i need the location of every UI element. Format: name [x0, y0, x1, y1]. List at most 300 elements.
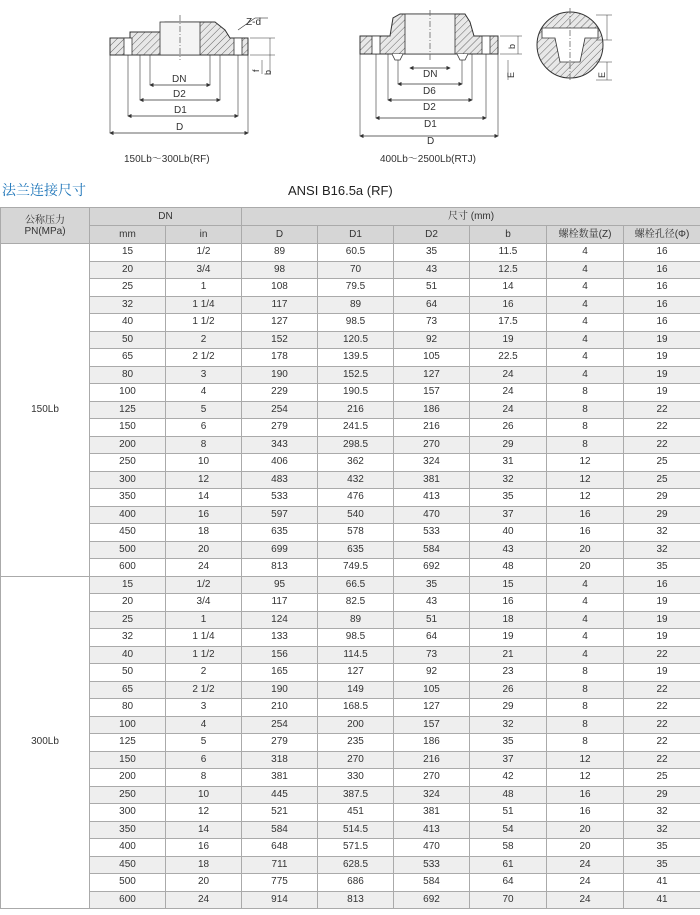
- cell-d2: 105: [394, 349, 470, 367]
- table-row: [1, 366, 700, 384]
- cell-bolt-count: 4: [547, 331, 624, 349]
- cell-dn-mm: 80: [90, 699, 166, 717]
- cell-d2: 324: [394, 454, 470, 472]
- cell-d2: 73: [394, 314, 470, 332]
- cell-dn-mm: 15: [90, 244, 166, 262]
- cell-d: 156: [242, 646, 318, 664]
- cell-d: 124: [242, 611, 318, 629]
- cell-bolt-hole: 22: [624, 401, 700, 419]
- cell-bolt-hole: 29: [624, 489, 700, 507]
- header-col-d1: D1: [318, 226, 394, 244]
- cell-bolt-count: 16: [547, 524, 624, 542]
- cell-b: 11.5: [470, 244, 547, 262]
- cell-d: 117: [242, 296, 318, 314]
- cell-dn-in: 5: [166, 734, 242, 752]
- cell-d2: 270: [394, 436, 470, 454]
- cell-d: 521: [242, 804, 318, 822]
- cell-d2: 64: [394, 629, 470, 647]
- cell-d2: 105: [394, 681, 470, 699]
- cell-dn-in: 6: [166, 419, 242, 437]
- cell-d2: 92: [394, 331, 470, 349]
- cell-dn-in: 6: [166, 751, 242, 769]
- cell-dn-in: 16: [166, 839, 242, 857]
- cell-d2: 692: [394, 891, 470, 909]
- cell-bolt-hole: 19: [624, 331, 700, 349]
- table-row: [1, 489, 700, 507]
- cell-d: 95: [242, 576, 318, 594]
- cell-b: 15: [470, 576, 547, 594]
- cell-dn-in: 2: [166, 664, 242, 682]
- cell-b: 14: [470, 279, 547, 297]
- header-col-d: D: [242, 226, 318, 244]
- cell-d: 533: [242, 489, 318, 507]
- cell-d: 318: [242, 751, 318, 769]
- cell-d1: 66.5: [318, 576, 394, 594]
- cell-b: 29: [470, 699, 547, 717]
- cell-d: 584: [242, 821, 318, 839]
- table-row: [1, 646, 700, 664]
- cell-bolt-hole: 16: [624, 261, 700, 279]
- cell-d2: 270: [394, 769, 470, 787]
- table-row: [1, 681, 700, 699]
- cell-bolt-hole: 22: [624, 436, 700, 454]
- rf-label-zd: Z-d: [246, 17, 261, 28]
- cell-bolt-count: 16: [547, 804, 624, 822]
- cell-bolt-hole: 22: [624, 751, 700, 769]
- cell-dn-in: 18: [166, 856, 242, 874]
- cell-bolt-hole: 25: [624, 454, 700, 472]
- cell-d1: 114.5: [318, 646, 394, 664]
- table-row: [1, 716, 700, 734]
- table-row: [1, 699, 700, 717]
- cell-dn-in: 12: [166, 471, 242, 489]
- cell-dn-mm: 32: [90, 296, 166, 314]
- cell-d: 133: [242, 629, 318, 647]
- cell-dn-in: 1 1/4: [166, 629, 242, 647]
- cell-bolt-count: 8: [547, 716, 624, 734]
- cell-dn-mm: 50: [90, 664, 166, 682]
- header-mm: mm: [90, 226, 166, 244]
- table-row: [1, 804, 700, 822]
- cell-d2: 127: [394, 699, 470, 717]
- cell-d: 445: [242, 786, 318, 804]
- rtj-label-d1: D1: [424, 119, 437, 130]
- cell-b: 58: [470, 839, 547, 857]
- table-row: [1, 541, 700, 559]
- cell-b: 23: [470, 664, 547, 682]
- cell-d1: 70: [318, 261, 394, 279]
- cell-d1: 432: [318, 471, 394, 489]
- cell-bolt-count: 12: [547, 769, 624, 787]
- cell-bolt-hole: 19: [624, 611, 700, 629]
- cell-d: 775: [242, 874, 318, 892]
- cell-dn-in: 1: [166, 611, 242, 629]
- cell-d1: 168.5: [318, 699, 394, 717]
- cell-b: 37: [470, 506, 547, 524]
- cell-dn-mm: 250: [90, 454, 166, 472]
- cell-d2: 216: [394, 419, 470, 437]
- cell-bolt-hole: 19: [624, 664, 700, 682]
- cell-dn-in: 1/2: [166, 576, 242, 594]
- cell-dn-in: 4: [166, 384, 242, 402]
- table-row: [1, 506, 700, 524]
- cell-d2: 157: [394, 716, 470, 734]
- cell-d2: 584: [394, 541, 470, 559]
- cell-dn-mm: 100: [90, 384, 166, 402]
- header-pn: 公称压力 PN(MPa): [1, 208, 90, 244]
- cell-dn-mm: 125: [90, 734, 166, 752]
- cell-dn-in: 1 1/2: [166, 646, 242, 664]
- cell-bolt-hole: 22: [624, 681, 700, 699]
- cell-d1: 216: [318, 401, 394, 419]
- rtj-label-dn: DN: [423, 69, 438, 80]
- cell-b: 16: [470, 594, 547, 612]
- cell-d: 254: [242, 716, 318, 734]
- cell-dn-mm: 450: [90, 524, 166, 542]
- header-col-bolt-hole: 螺栓孔径(Φ): [624, 226, 700, 244]
- rtj-label-d2: D2: [423, 102, 436, 113]
- cell-d1: 120.5: [318, 331, 394, 349]
- cell-bolt-count: 4: [547, 366, 624, 384]
- cell-dn-in: 1 1/2: [166, 314, 242, 332]
- cell-bolt-count: 12: [547, 751, 624, 769]
- cell-b: 26: [470, 419, 547, 437]
- cell-d1: 362: [318, 454, 394, 472]
- standard-title: ANSI B16.5a (RF): [288, 183, 393, 198]
- table-row: [1, 419, 700, 437]
- rtj-caption: 400Lb～2500Lb(RTJ): [380, 154, 476, 165]
- table-row: [1, 786, 700, 804]
- cell-bolt-hole: 32: [624, 804, 700, 822]
- cell-b: 42: [470, 769, 547, 787]
- cell-d1: 98.5: [318, 314, 394, 332]
- cell-bolt-count: 12: [547, 454, 624, 472]
- cell-d2: 157: [394, 384, 470, 402]
- cell-bolt-count: 8: [547, 384, 624, 402]
- cell-dn-mm: 600: [90, 559, 166, 577]
- cell-bolt-count: 4: [547, 611, 624, 629]
- cell-d1: 451: [318, 804, 394, 822]
- cell-bolt-hole: 29: [624, 506, 700, 524]
- cell-dn-in: 2 1/2: [166, 349, 242, 367]
- cell-b: 43: [470, 541, 547, 559]
- cell-bolt-count: 20: [547, 541, 624, 559]
- table-row: [1, 751, 700, 769]
- cell-dn-mm: 25: [90, 611, 166, 629]
- cell-bolt-count: 4: [547, 279, 624, 297]
- cell-bolt-count: 20: [547, 839, 624, 857]
- rtj-label-b: b: [507, 43, 517, 49]
- cell-dn-mm: 200: [90, 769, 166, 787]
- cell-d: 190: [242, 366, 318, 384]
- cell-d2: 51: [394, 279, 470, 297]
- cell-b: 70: [470, 891, 547, 909]
- table-row: [1, 891, 700, 909]
- cell-d1: 813: [318, 891, 394, 909]
- cell-d1: 476: [318, 489, 394, 507]
- table-row: [1, 821, 700, 839]
- header-row-1: [1, 208, 700, 226]
- cell-bolt-hole: 32: [624, 541, 700, 559]
- cell-d: 711: [242, 856, 318, 874]
- cell-bolt-count: 4: [547, 349, 624, 367]
- cell-bolt-hole: 16: [624, 279, 700, 297]
- table-body: [1, 244, 700, 909]
- cell-b: 29: [470, 436, 547, 454]
- table-row: [1, 261, 700, 279]
- cell-bolt-count: 4: [547, 244, 624, 262]
- cell-d2: 43: [394, 594, 470, 612]
- cell-d1: 152.5: [318, 366, 394, 384]
- cell-d2: 470: [394, 839, 470, 857]
- cell-d2: 533: [394, 856, 470, 874]
- cell-d1: 686: [318, 874, 394, 892]
- cell-d1: 190.5: [318, 384, 394, 402]
- cell-bolt-hole: 22: [624, 734, 700, 752]
- cell-dn-mm: 20: [90, 594, 166, 612]
- cell-bolt-hole: 22: [624, 419, 700, 437]
- cell-d1: 98.5: [318, 629, 394, 647]
- table-row: [1, 559, 700, 577]
- cell-d1: 628.5: [318, 856, 394, 874]
- ring-groove-detail: [537, 8, 612, 82]
- cell-dn-mm: 40: [90, 646, 166, 664]
- cell-d1: 298.5: [318, 436, 394, 454]
- cell-d2: 533: [394, 524, 470, 542]
- cell-dn-in: 16: [166, 506, 242, 524]
- cell-d: 178: [242, 349, 318, 367]
- cell-d2: 413: [394, 821, 470, 839]
- table-row: [1, 576, 700, 594]
- rtj-label-d6: D6: [423, 86, 436, 97]
- cell-b: 61: [470, 856, 547, 874]
- cell-dn-mm: 200: [90, 436, 166, 454]
- cell-bolt-count: 8: [547, 734, 624, 752]
- cell-d2: 51: [394, 611, 470, 629]
- pressure-class-cell: 150Lb: [1, 244, 90, 577]
- cell-dn-mm: 50: [90, 331, 166, 349]
- table-row: [1, 471, 700, 489]
- cell-bolt-hole: 19: [624, 629, 700, 647]
- table-row: [1, 436, 700, 454]
- cell-bolt-hole: 41: [624, 891, 700, 909]
- cell-d: 254: [242, 401, 318, 419]
- cell-d1: 139.5: [318, 349, 394, 367]
- header-col-b: b: [470, 226, 547, 244]
- cell-bolt-count: 24: [547, 891, 624, 909]
- cell-bolt-hole: 19: [624, 594, 700, 612]
- cell-dn-mm: 400: [90, 839, 166, 857]
- cell-bolt-count: 8: [547, 699, 624, 717]
- cell-dn-mm: 300: [90, 804, 166, 822]
- cell-dn-in: 24: [166, 891, 242, 909]
- cell-bolt-count: 24: [547, 874, 624, 892]
- table-row: [1, 769, 700, 787]
- cell-dn-in: 2: [166, 331, 242, 349]
- cell-bolt-count: 4: [547, 576, 624, 594]
- rf-flange-drawing: [110, 15, 275, 133]
- cell-dn-in: 3/4: [166, 261, 242, 279]
- cell-d1: 514.5: [318, 821, 394, 839]
- cell-d: 89: [242, 244, 318, 262]
- cell-dn-in: 14: [166, 489, 242, 507]
- table-row: [1, 839, 700, 857]
- cell-d2: 216: [394, 751, 470, 769]
- cell-d1: 200: [318, 716, 394, 734]
- cell-d1: 330: [318, 769, 394, 787]
- cell-dn-mm: 450: [90, 856, 166, 874]
- cell-d2: 92: [394, 664, 470, 682]
- cell-bolt-count: 24: [547, 856, 624, 874]
- cell-dn-mm: 350: [90, 821, 166, 839]
- cell-d1: 749.5: [318, 559, 394, 577]
- cell-d1: 149: [318, 681, 394, 699]
- cell-b: 21: [470, 646, 547, 664]
- rf-caption: 150Lb～300Lb(RF): [124, 154, 210, 165]
- rf-label-d1: D1: [174, 105, 187, 116]
- cell-dn-in: 10: [166, 786, 242, 804]
- groove-label-e: E: [597, 71, 607, 78]
- cell-dn-in: 8: [166, 769, 242, 787]
- cell-dn-mm: 65: [90, 681, 166, 699]
- cell-d1: 127: [318, 664, 394, 682]
- cell-bolt-count: 4: [547, 314, 624, 332]
- cell-d2: 127: [394, 366, 470, 384]
- cell-b: 64: [470, 874, 547, 892]
- cell-dn-in: 10: [166, 454, 242, 472]
- table-row: [1, 874, 700, 892]
- cell-bolt-hole: 35: [624, 839, 700, 857]
- cell-bolt-hole: 16: [624, 576, 700, 594]
- rtj-label-d: D: [427, 136, 435, 147]
- table-row: [1, 524, 700, 542]
- cell-d: 165: [242, 664, 318, 682]
- cell-b: 19: [470, 629, 547, 647]
- cell-b: 22.5: [470, 349, 547, 367]
- cell-d2: 381: [394, 804, 470, 822]
- cell-bolt-count: 4: [547, 594, 624, 612]
- rtj-flange-drawing: [360, 10, 522, 136]
- cell-bolt-hole: 16: [624, 314, 700, 332]
- cell-d: 229: [242, 384, 318, 402]
- table-row: [1, 734, 700, 752]
- rf-label-b: b: [263, 69, 273, 75]
- cell-bolt-count: 12: [547, 489, 624, 507]
- cell-dn-in: 3/4: [166, 594, 242, 612]
- cell-b: 40: [470, 524, 547, 542]
- cell-b: 37: [470, 751, 547, 769]
- table-row: [1, 856, 700, 874]
- cell-bolt-hole: 19: [624, 366, 700, 384]
- cell-d1: 235: [318, 734, 394, 752]
- cell-d: 117: [242, 594, 318, 612]
- cell-dn-mm: 80: [90, 366, 166, 384]
- cell-b: 19: [470, 331, 547, 349]
- cell-bolt-count: 8: [547, 436, 624, 454]
- table-row: [1, 331, 700, 349]
- cell-bolt-hole: 16: [624, 296, 700, 314]
- cell-dn-in: 4: [166, 716, 242, 734]
- cell-d: 483: [242, 471, 318, 489]
- cell-dn-mm: 300: [90, 471, 166, 489]
- cell-b: 35: [470, 734, 547, 752]
- cell-d2: 584: [394, 874, 470, 892]
- cell-dn-mm: 600: [90, 891, 166, 909]
- cell-bolt-count: 4: [547, 261, 624, 279]
- cell-dn-in: 5: [166, 401, 242, 419]
- header-col-d2: D2: [394, 226, 470, 244]
- cell-d2: 35: [394, 576, 470, 594]
- cell-d: 343: [242, 436, 318, 454]
- cell-dn-in: 24: [166, 559, 242, 577]
- header-row-2: [1, 226, 700, 244]
- cell-dn-mm: 65: [90, 349, 166, 367]
- cell-d1: 387.5: [318, 786, 394, 804]
- header-dn: DN: [90, 208, 242, 226]
- cell-b: 16: [470, 296, 547, 314]
- cell-d1: 89: [318, 296, 394, 314]
- cell-dn-in: 3: [166, 699, 242, 717]
- cell-d: 127: [242, 314, 318, 332]
- cell-dn-mm: 32: [90, 629, 166, 647]
- cell-b: 48: [470, 559, 547, 577]
- cell-bolt-hole: 22: [624, 646, 700, 664]
- cell-d: 597: [242, 506, 318, 524]
- cell-d1: 540: [318, 506, 394, 524]
- cell-d: 699: [242, 541, 318, 559]
- rf-label-dn: DN: [172, 74, 187, 85]
- cell-d2: 186: [394, 734, 470, 752]
- cell-b: 32: [470, 716, 547, 734]
- rf-label-d: D: [176, 122, 184, 133]
- rf-label-d2: D2: [173, 89, 186, 100]
- cell-d: 813: [242, 559, 318, 577]
- cell-dn-mm: 100: [90, 716, 166, 734]
- cell-d1: 60.5: [318, 244, 394, 262]
- cell-dn-in: 12: [166, 804, 242, 822]
- cell-dn-mm: 40: [90, 314, 166, 332]
- cell-d2: 35: [394, 244, 470, 262]
- table-row: [1, 384, 700, 402]
- cell-d1: 79.5: [318, 279, 394, 297]
- cell-d: 648: [242, 839, 318, 857]
- cell-dn-mm: 400: [90, 506, 166, 524]
- cell-b: 24: [470, 401, 547, 419]
- section-title: 法兰连接尺寸: [2, 182, 86, 198]
- cell-dn-mm: 500: [90, 874, 166, 892]
- cell-bolt-hole: 32: [624, 524, 700, 542]
- header-in: in: [166, 226, 242, 244]
- cell-dn-mm: 25: [90, 279, 166, 297]
- cell-bolt-count: 4: [547, 646, 624, 664]
- cell-bolt-hole: 22: [624, 716, 700, 734]
- cell-dn-mm: 150: [90, 751, 166, 769]
- cell-d1: 82.5: [318, 594, 394, 612]
- table-row: [1, 279, 700, 297]
- cell-dn-mm: 500: [90, 541, 166, 559]
- cell-b: 31: [470, 454, 547, 472]
- cell-b: 48: [470, 786, 547, 804]
- cell-d1: 89: [318, 611, 394, 629]
- cell-b: 17.5: [470, 314, 547, 332]
- cell-b: 32: [470, 471, 547, 489]
- cell-d: 279: [242, 419, 318, 437]
- cell-dn-mm: 15: [90, 576, 166, 594]
- rf-label-f: f: [251, 69, 261, 72]
- table-row: [1, 349, 700, 367]
- cell-d: 152: [242, 331, 318, 349]
- cell-dn-mm: 150: [90, 419, 166, 437]
